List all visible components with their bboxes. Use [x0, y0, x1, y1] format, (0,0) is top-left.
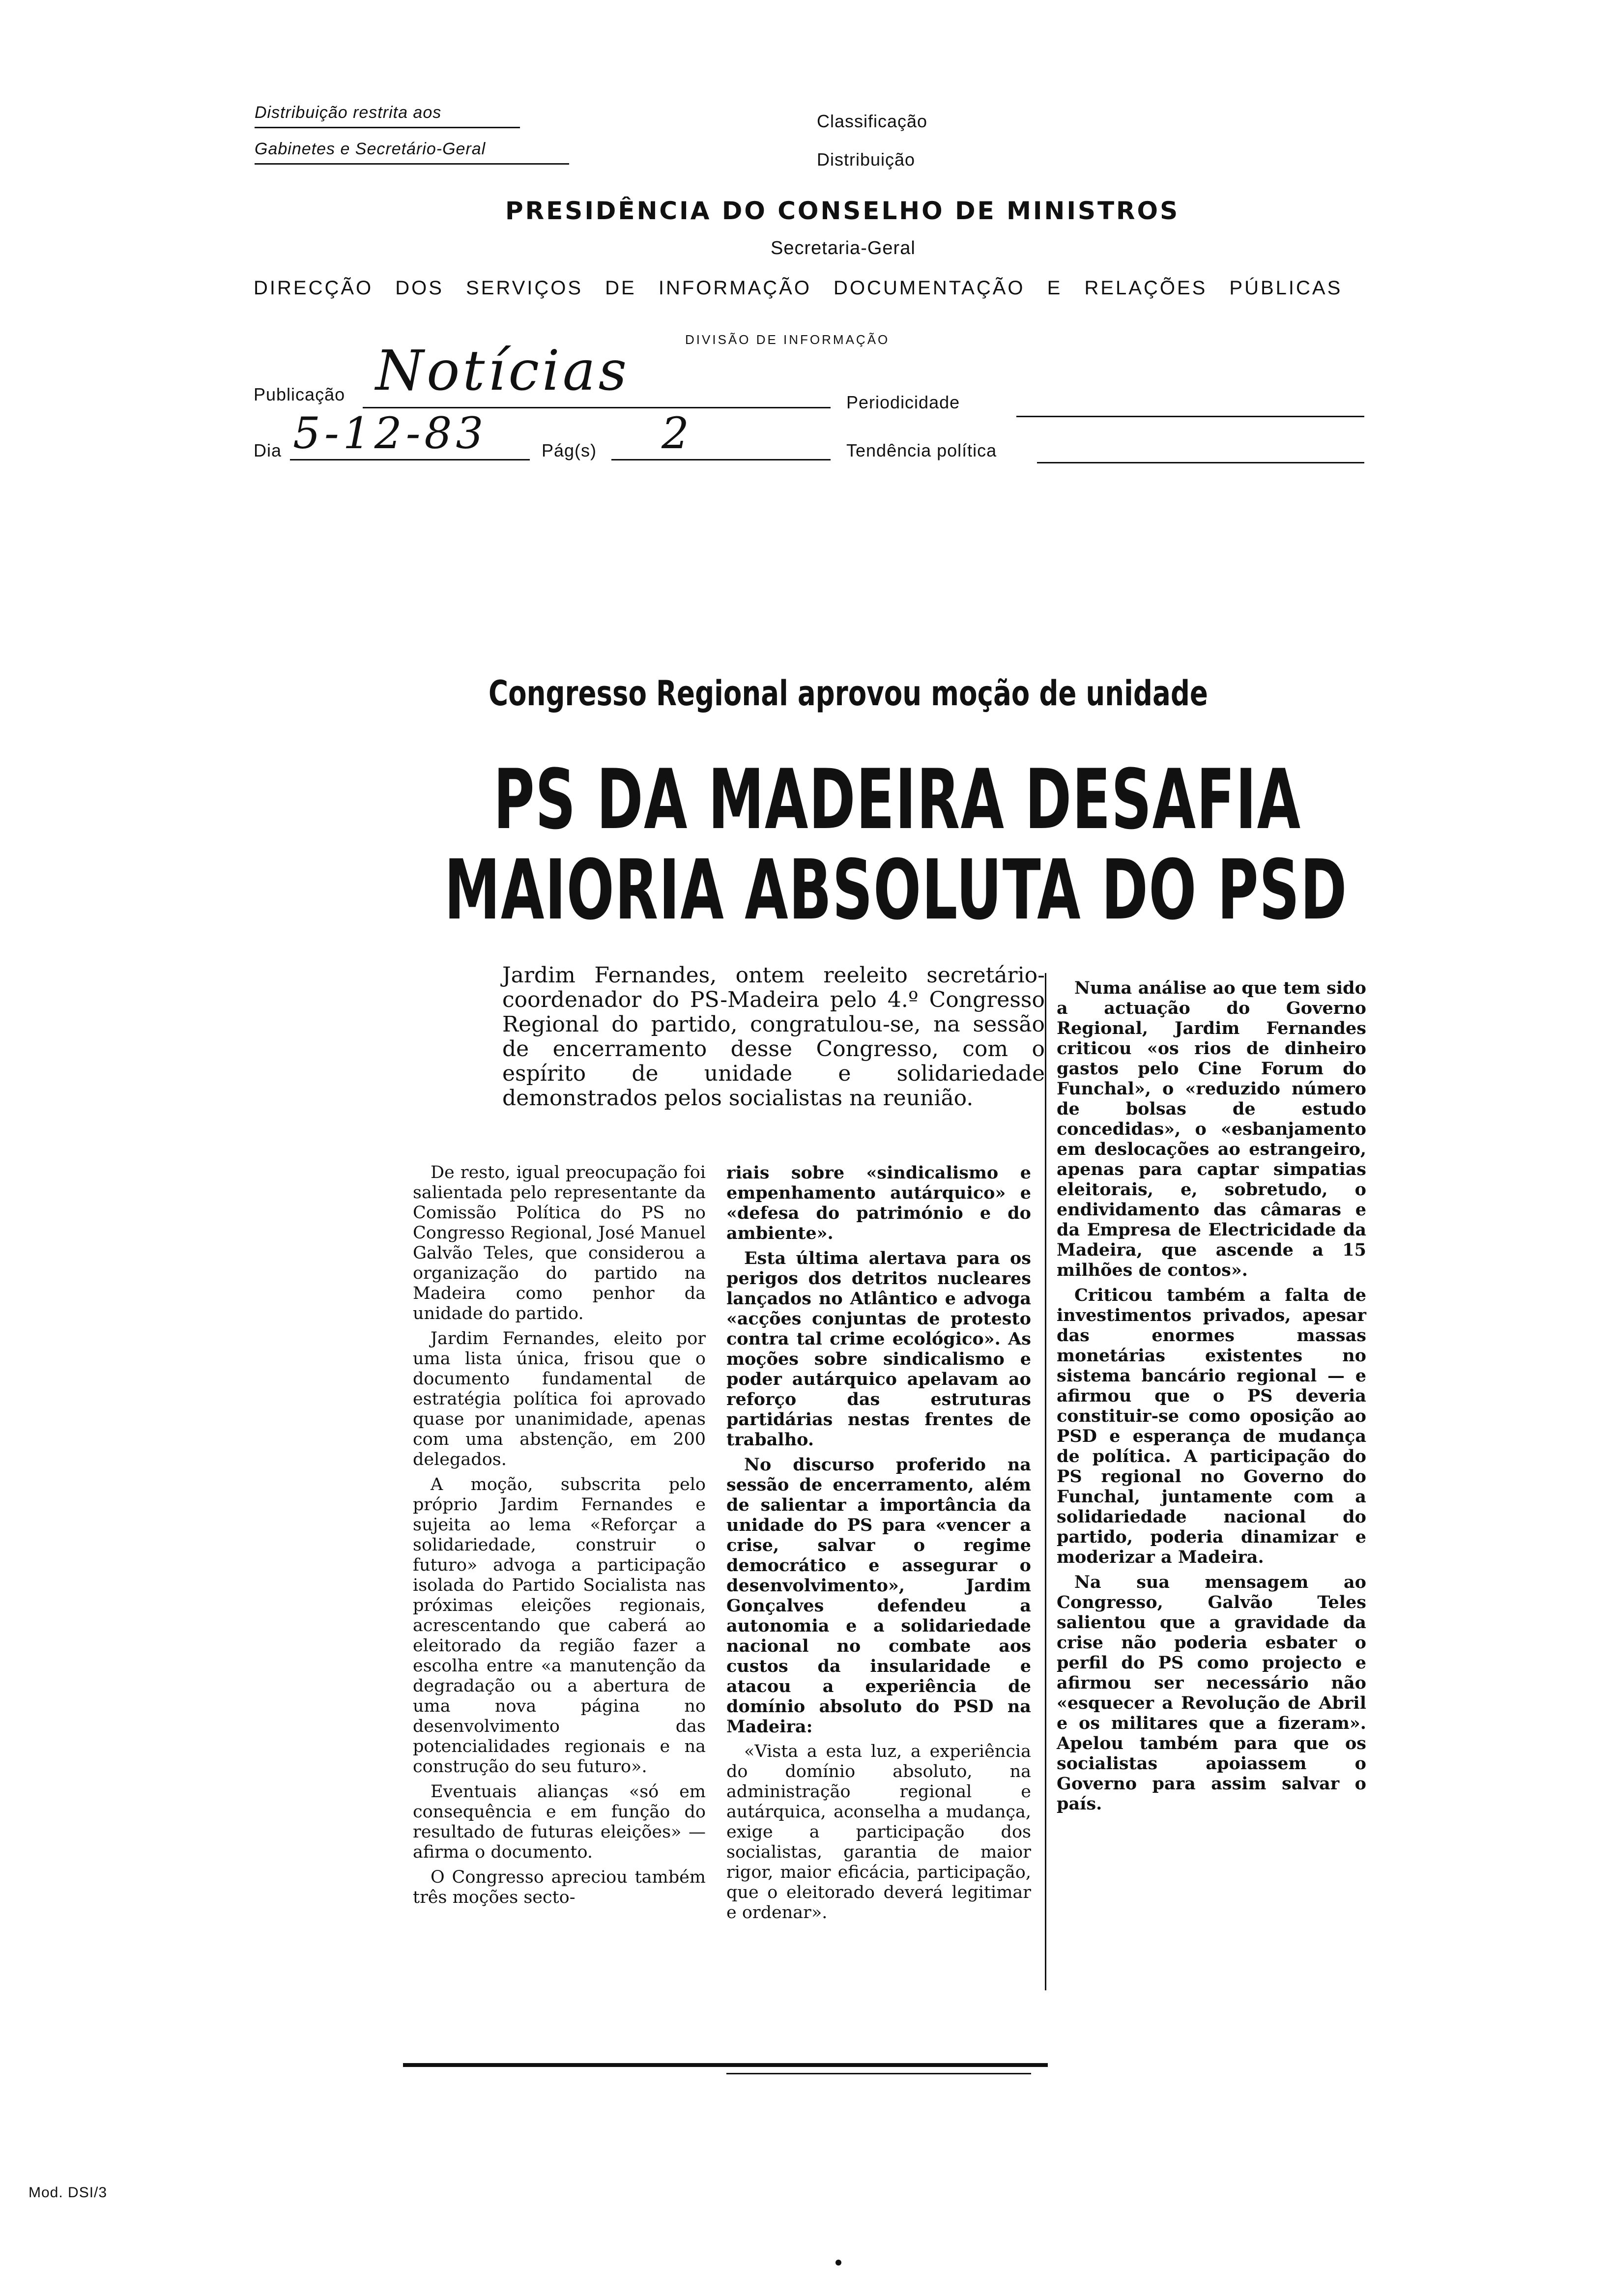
article-column-1: [413, 1163, 706, 1913]
column-3-paragraph: Numa análise ao que tem sido a actuação do Governo Regional, Jardim Fernandes criticou «os rios de dinheiro gastos pelo Cine Forum do Funchal», o «reduzido número de bolsas de estudo concedidas», o «esbanjamento em deslocações ao estrangeiro, apenas para captar simpatias eleitorais, e, sobretudo, o endividamento das câmaras e da Empresa de Electricidade da Madeira, que ascende a 15 milhões de contos».: [1057, 978, 1366, 1280]
day-value: 5-12-83: [293, 408, 488, 459]
article-lead: Jardim Fernandes, ontem reeleito secretário-coordenador do PS-Madeira pelo 4.º Congresso Regional do partido, congratulou-se, na sessão de encerramento desse Congresso, com o espírito de unidade e solidariedade demonstrados pelos socialistas na reunião.: [502, 963, 1045, 1111]
article-headline-line-1: PS DA MADEIRA DESAFIA: [493, 751, 1301, 848]
article-column-2: [726, 1163, 1031, 1928]
directorate-label: DIRECÇÃO DOS SERVIÇOS DE INFORMAÇÃO DOCUMENTAÇÃO E RELAÇÕES PÚBLICAS: [254, 277, 1343, 299]
day-label: Dia: [254, 440, 282, 460]
article-headline-line-2: MAIORIA ABSOLUTA DO PSD: [444, 842, 1348, 938]
publication-value: Notícias: [375, 339, 630, 403]
model-code: Mod. DSI/3: [29, 2184, 108, 2201]
column-2-paragraph: No discurso proferido na sessão de encerramento, além de salientar a importância da unidade do PS para «vencer a crise, salvar o regime democrático e assegurar o desenvolvimento», Jardim Gonçalves defendeu a autonomia e a solidariedade nacional no combate aos custos da insularidade e atacou a experiência de domínio absoluto do PSD na Madeira:: [726, 1455, 1031, 1737]
political-tendency-line: [1037, 462, 1364, 463]
underline: [255, 163, 569, 165]
column-1-paragraph: A moção, subscrita pelo próprio Jardim Fernandes e sujeita ao lema «Reforçar a solidariedade, construir o futuro» advoga a participação isolada do Partido Socialista nas próximas eleições regionais, acrescentando que caberá ao eleitorado da região fazer a escolha entre «a manutenção da degradação ou a abertura de uma nova página no desenvolvimento das potencialidades regionais e na construção do seu futuro».: [413, 1475, 706, 1777]
pages-line: [611, 459, 831, 460]
classification-label: Classificação: [817, 111, 928, 131]
column-2-paragraph: riais sobre «sindicalismo e empenhamento autárquico» e «defesa do património e do ambiente».: [726, 1163, 1031, 1243]
article-kicker: Congresso Regional aprovou moção de unidade: [489, 673, 1208, 714]
page-mark: [835, 2260, 841, 2266]
article-column-3: [1057, 978, 1366, 1819]
column-1-paragraph: Jardim Fernandes, eleito por uma lista única, frisou que o documento fundamental de estratégia política foi aprovado quase por unanimidade, apenas com uma abstenção, em 200 delegados.: [413, 1329, 706, 1469]
publication-label: Publicação: [254, 384, 345, 404]
pages-label: Pág(s): [542, 440, 597, 460]
political-tendency-label: Tendência política: [846, 440, 997, 460]
column-1-paragraph: Eventuais alianças «só em consequência e em função do resultado de futuras eleições» — afirma o documento.: [413, 1782, 706, 1862]
column-2-paragraph: Esta última alertava para os perigos dos detritos nucleares lançados no Atlântico e advoga «acções conjuntas de protesto contra tal crime ecológico». As moções sobre sindicalismo e poder autárquico apelavam ao reforço das estruturas partidárias nestas frentes de trabalho.: [726, 1248, 1031, 1450]
column-3-paragraph: Criticou também a falta de investimentos privados, apesar das enormes massas monetárias existentes no sistema bancário regional — e afirmou que o PS deveria constituir-se como oposição ao PSD e esperança de mudança de política. A participação do PS regional no Governo do Funchal, juntamente com a solidariedade nacional do partido, poderia dinamizar e moderizar a Madeira.: [1057, 1285, 1366, 1567]
distribution-label: Distribuição: [817, 149, 916, 170]
column-1-paragraph: O Congresso apreciou também três moções secto-: [413, 1867, 706, 1907]
distribution-line-2: Gabinetes e Secretário-Geral: [255, 140, 486, 158]
secretariat-label: Secretaria-Geral: [771, 238, 916, 258]
distribution-line-1: Distribuição restrita aos: [255, 103, 442, 122]
column-3-paragraph: Na sua mensagem ao Congresso, Galvão Teles salientou que a gravidade da crise não poderia esbater o perfil do PS como projecto e afirmou ser necessário não «esquecer a Revolução de Abril e os militares que a fizeram». Apelou também para que os socialistas apoiassem o Governo para assim salvar o país.: [1057, 1572, 1366, 1814]
column-divider: [1045, 973, 1046, 1990]
column-1-paragraph: De resto, igual preocupação foi salientada pelo representante da Comissão Política do PS no Congresso Regional, José Manuel Galvão Teles, que considerou a organização do partido na Madeira como penhor da unidade do partido.: [413, 1163, 706, 1323]
column-2-paragraph: «Vista a esta luz, a experiência do domínio absoluto, na administração regional e autárquica, aconselha a mudança, exige a participação dos socialistas, garantia de maior rigor, maior eficácia, participação, que o eleitorado deverá legitimar e ordenar».: [726, 1742, 1031, 1923]
day-line: [290, 459, 530, 460]
pages-value: 2: [662, 408, 693, 459]
presidency-title: PRESIDÊNCIA DO CONSELHO DE MINISTROS: [505, 197, 1180, 225]
periodicity-label: Periodicidade: [846, 392, 960, 412]
underline: [255, 127, 520, 128]
division-label: DIVISÃO DE INFORMAÇÃO: [685, 332, 890, 347]
periodicity-line: [1016, 416, 1364, 417]
article-bottom-rule: [403, 2063, 1048, 2067]
article-bottom-rule-thin: [726, 2073, 1031, 2074]
